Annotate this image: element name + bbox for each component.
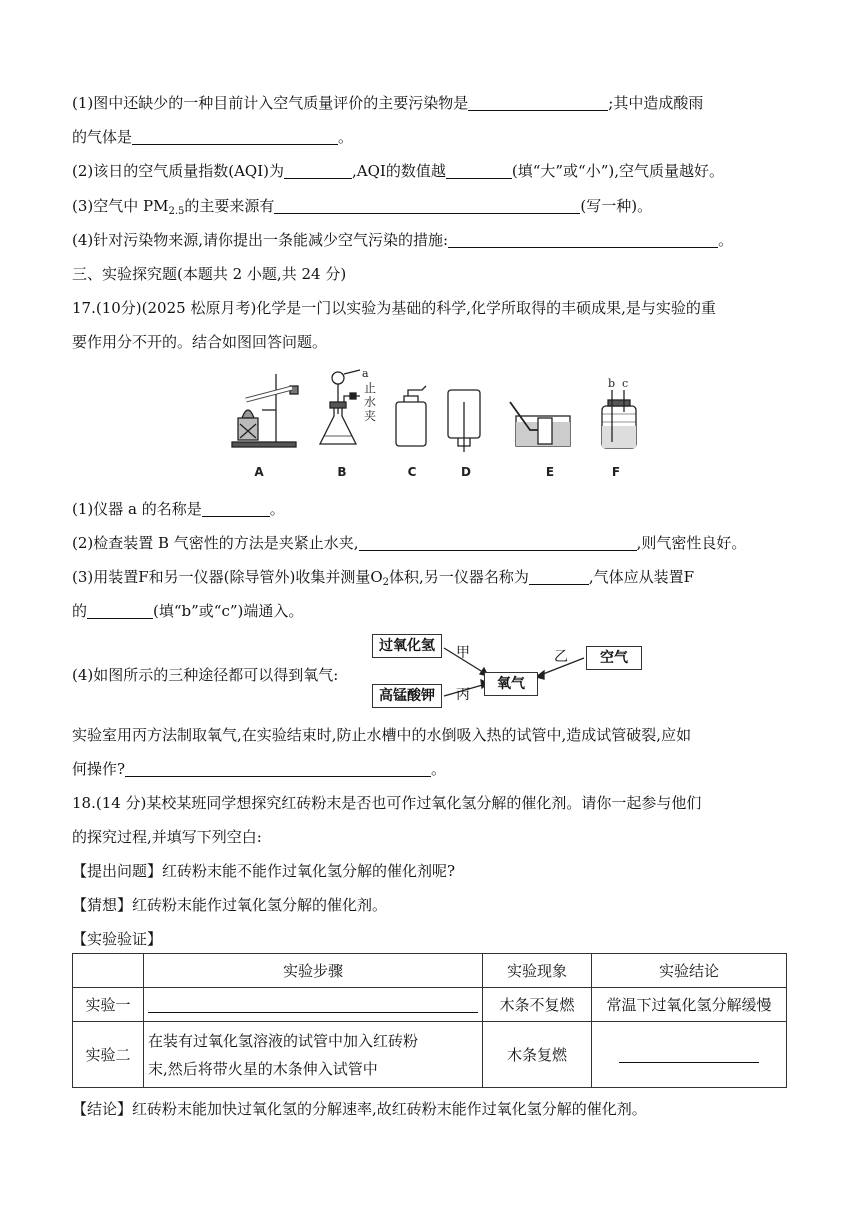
apparatus-c bbox=[396, 386, 426, 446]
header-steps: 实验步骤 bbox=[144, 954, 483, 988]
q16-measure-blank[interactable] bbox=[448, 231, 718, 248]
header-empty bbox=[73, 954, 144, 988]
apparatus-b bbox=[320, 370, 360, 444]
row1-conclusion: 常温下过氧化氢分解缓慢 bbox=[592, 988, 787, 1022]
q17-p5-text: 何操作? bbox=[72, 760, 126, 778]
q17-part3-line2 bbox=[72, 600, 303, 622]
q18-conclusion: 【结论】红砖粉末能加快过氧化氢的分解速率,故红砖粉末能作过氧化氢分解的催化剂。 bbox=[72, 1100, 647, 1118]
q16-p1-gas-blank[interactable] bbox=[132, 128, 338, 145]
label-jia: 甲 bbox=[456, 645, 470, 661]
q17-part5-line1: 实验室用丙方法制取氧气,在实验结束时,防止水槽中的水倒吸入热的试管中,造成试管破裂,应如 bbox=[72, 726, 692, 744]
q16-aqi-blank[interactable] bbox=[284, 162, 352, 179]
q16-p1-text-c: 的气体是 bbox=[72, 128, 133, 146]
q16-p4-text-b: 。 bbox=[718, 231, 734, 249]
q16-p2-text: (2)该日的空气质量指数(AQI)为 bbox=[72, 162, 285, 180]
q18-question: 【提出问题】红砖粉末能不能作过氧化氢分解的催化剂呢? bbox=[72, 862, 456, 880]
q16-source-blank[interactable] bbox=[274, 197, 580, 214]
table-row bbox=[73, 988, 787, 1022]
box-air: 空气 bbox=[586, 646, 642, 670]
q17-operation-blank[interactable] bbox=[125, 760, 431, 777]
q17-p1-text: (1)仪器 a 的名称是 bbox=[72, 500, 202, 518]
label-f: F bbox=[611, 465, 621, 479]
q16-p3-subscript: 2.5 bbox=[168, 206, 185, 217]
q17-intro-line2: 要作用分不开的。结合如图回答问题。 bbox=[72, 333, 328, 351]
label-yi: 乙 bbox=[554, 649, 568, 665]
q16-p1-text: (1)图中还缺少的一种目前计入空气质量评价的主要污染物是 bbox=[72, 94, 469, 112]
label-a: A bbox=[254, 465, 264, 479]
row1-name: 实验一 bbox=[73, 988, 144, 1022]
q17-instrument-blank[interactable] bbox=[202, 500, 270, 517]
q17-part1 bbox=[72, 498, 285, 520]
label-c: C bbox=[407, 465, 417, 479]
q16-p1-text-d: 。 bbox=[338, 128, 354, 146]
q17-p3-subscript: 2 bbox=[382, 577, 390, 588]
q18-guess: 【猜想】红砖粉末能作过氧化氢分解的催化剂。 bbox=[72, 896, 388, 914]
q17-inlet-blank[interactable] bbox=[87, 602, 153, 619]
q16-part1-line1 bbox=[72, 92, 703, 114]
row2-step bbox=[144, 1022, 483, 1088]
table-row bbox=[73, 1022, 787, 1088]
q16-p1-answer-blank[interactable] bbox=[468, 94, 608, 111]
header-phenomenon: 实验现象 bbox=[483, 954, 592, 988]
header-conclusion: 实验结论 bbox=[592, 954, 787, 988]
q17-part5-line2 bbox=[72, 758, 446, 780]
q16-p2-text-b: ,AQI的数值越 bbox=[352, 162, 446, 180]
label-clamp-1: 止 bbox=[364, 381, 377, 395]
row1-step-blank[interactable] bbox=[148, 996, 478, 1013]
label-funnel-a: a bbox=[362, 367, 369, 380]
oxygen-flow-diagram bbox=[370, 634, 646, 710]
label-tube-c: c bbox=[622, 377, 629, 390]
q17-other-instrument-blank[interactable] bbox=[529, 568, 589, 585]
row2-phenomenon: 木条复燃 bbox=[483, 1022, 592, 1088]
q16-part1-line2 bbox=[72, 126, 353, 148]
q17-p3-text-e: (填“b”或“c”)端通入。 bbox=[153, 602, 304, 620]
box-hydrogen-peroxide: 过氧化氢 bbox=[372, 634, 442, 658]
q18-verify-heading: 【实验验证】 bbox=[72, 930, 163, 948]
label-tube-b: b bbox=[608, 377, 616, 390]
q17-p3-text-b: 体积,另一仪器名称为 bbox=[389, 568, 529, 586]
box-potassium-permanganate: 高锰酸钾 bbox=[372, 684, 442, 708]
q18-intro-line2: 的探究过程,并填写下列空白: bbox=[72, 828, 262, 846]
q16-part3 bbox=[72, 195, 652, 217]
q17-p3-text: (3)用装置F和另一仪器(除导管外)收集并测量O bbox=[72, 568, 383, 586]
q17-part4: (4)如图所示的三种途径都可以得到氧气: bbox=[72, 666, 339, 684]
q17-part3-line1 bbox=[72, 566, 694, 588]
row2-conclusion-blank[interactable] bbox=[619, 1046, 759, 1063]
q16-p3-text-c: (写一种)。 bbox=[580, 197, 653, 215]
label-b: B bbox=[337, 465, 347, 479]
row2-step-line2: 末,然后将带火星的木条伸入试管中 bbox=[148, 1059, 378, 1078]
apparatus-e bbox=[510, 402, 570, 446]
q16-part2 bbox=[72, 160, 724, 182]
q17-p2-text: (2)检查装置 B 气密性的方法是夹紧止水夹, bbox=[72, 534, 359, 552]
label-clamp-3: 夹 bbox=[364, 409, 377, 423]
q16-part4 bbox=[72, 229, 733, 251]
box-oxygen: 氧气 bbox=[484, 672, 538, 696]
apparatus-a bbox=[232, 374, 298, 447]
label-clamp-2: 水 bbox=[364, 395, 377, 409]
q17-p5-text-c: 。 bbox=[431, 760, 447, 778]
row2-step-line1: 在装有过氧化氢溶液的试管中加入红砖粉 bbox=[148, 1031, 419, 1050]
q18-intro-line1: 18.(14 分)某校某班同学想探究红砖粉末是否也可作过氧化氢分解的催化剂。请你一起参与他们 bbox=[72, 794, 702, 812]
table-header-row bbox=[73, 954, 787, 988]
label-e: E bbox=[545, 465, 555, 479]
q16-size-blank[interactable] bbox=[446, 162, 512, 179]
q17-p2-text-b: ,则气密性良好。 bbox=[636, 534, 747, 552]
q17-airtight-blank[interactable] bbox=[359, 534, 637, 551]
q17-part2 bbox=[72, 532, 746, 554]
q16-p3-text: (3)空气中 PM bbox=[72, 197, 169, 215]
row2-name: 实验二 bbox=[73, 1022, 144, 1088]
q17-p1-text-b: 。 bbox=[269, 500, 285, 518]
q16-p1-text-b: ;其中造成酸雨 bbox=[608, 94, 704, 112]
row1-step-cell bbox=[144, 988, 483, 1022]
q16-p2-text-c: (填“大”或“小”),空气质量越好。 bbox=[511, 162, 724, 180]
experiment-table bbox=[72, 953, 787, 1088]
apparatus-d bbox=[448, 390, 480, 452]
q16-p3-text-b: 的主要来源有 bbox=[184, 197, 275, 215]
label-d: D bbox=[461, 465, 471, 479]
row1-phenomenon: 木条不复燃 bbox=[483, 988, 592, 1022]
q17-intro-line1: 17.(10分)(2025 松原月考)化学是一门以实验为基础的科学,化学所取得的丰硕成果,是与实验的重 bbox=[72, 299, 716, 317]
apparatus-f bbox=[602, 390, 636, 448]
q17-p3-text-c: ,气体应从装置F bbox=[588, 568, 695, 586]
apparatus-figure bbox=[226, 366, 646, 484]
q17-p3-text-d: 的 bbox=[72, 602, 88, 620]
q16-p4-text: (4)针对污染物来源,请你提出一条能减少空气污染的措施: bbox=[72, 231, 449, 249]
section-title: 三、实验探究题(本题共 2 小题,共 24 分) bbox=[72, 265, 347, 283]
row2-conclusion-cell bbox=[592, 1022, 787, 1088]
label-bing: 丙 bbox=[456, 687, 470, 703]
